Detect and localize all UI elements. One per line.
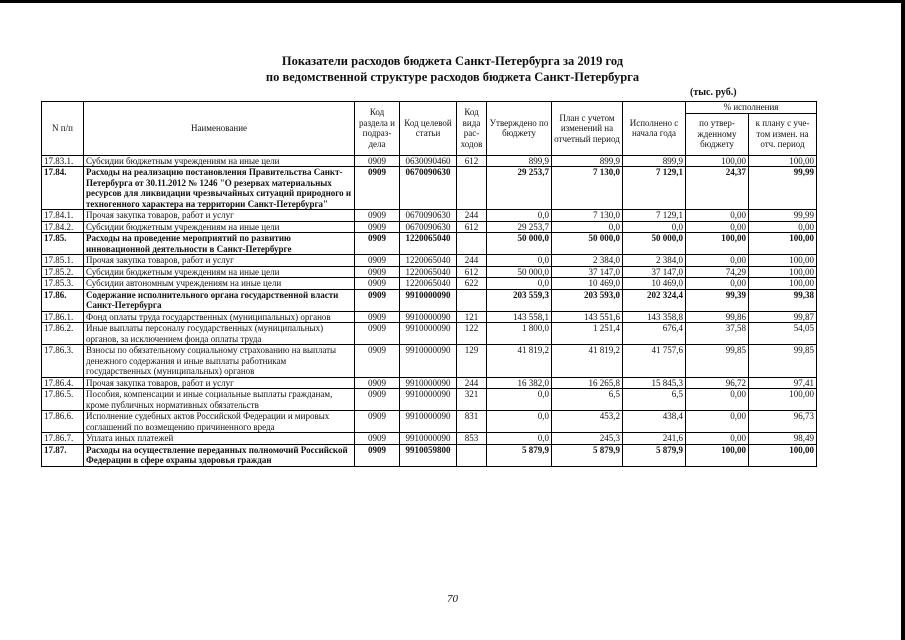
row-name: Расходы на проведение мероприятий по развитию инновационной деятельности в Санкт-Петербурге xyxy=(84,233,355,255)
row-num: 17.86.4. xyxy=(42,377,84,389)
row-pct-utv: 0,00 xyxy=(686,210,749,222)
row-utv: 41 819,2 xyxy=(487,345,552,378)
row-isp: 6,5 xyxy=(623,389,686,411)
row-statya: 0670090630 xyxy=(400,221,457,233)
table-row xyxy=(42,377,817,389)
row-name: Расходы на осуществление переданных полномочий Российской Федерации в сфере охраны здоровья граждан xyxy=(84,444,355,466)
row-utv: 0,0 xyxy=(487,411,552,433)
row-statya: 0630090460 xyxy=(400,155,457,167)
row-pct-plan: 100,00 xyxy=(749,278,817,290)
row-isp: 37 147,0 xyxy=(623,266,686,278)
row-pct-plan: 96,73 xyxy=(749,411,817,433)
row-num: 17.85.1. xyxy=(42,255,84,267)
table-row xyxy=(42,167,817,210)
table-row xyxy=(42,278,817,290)
row-vid: 121 xyxy=(457,311,487,323)
row-vid: 612 xyxy=(457,221,487,233)
row-utv: 143 558,1 xyxy=(487,311,552,323)
row-isp: 0,0 xyxy=(623,221,686,233)
row-plan: 41 819,2 xyxy=(552,345,623,378)
row-razdel: 0909 xyxy=(355,411,400,433)
row-pct-utv: 0,00 xyxy=(686,433,749,445)
document-subtitle: по ведомственной структуре расходов бюджета Санкт-Петербурга xyxy=(265,70,640,84)
row-name: Субсидии бюджетным учреждениям на иные цели xyxy=(84,155,355,167)
row-isp: 50 000,0 xyxy=(623,233,686,255)
row-vid: 853 xyxy=(457,433,487,445)
row-num: 17.87. xyxy=(42,444,84,466)
row-num: 17.86.3. xyxy=(42,345,84,378)
header-plan: План с учетом изменений на отчетный период xyxy=(552,102,623,156)
row-razdel: 0909 xyxy=(355,433,400,445)
row-statya: 0670090630 xyxy=(400,167,457,210)
table-row xyxy=(42,433,817,445)
row-plan: 6,5 xyxy=(552,389,623,411)
row-plan: 0,0 xyxy=(552,221,623,233)
row-razdel: 0909 xyxy=(355,377,400,389)
row-pct-utv: 37,58 xyxy=(686,323,749,345)
right-border xyxy=(901,0,905,640)
row-pct-utv: 24,37 xyxy=(686,167,749,210)
row-plan: 245,3 xyxy=(552,433,623,445)
row-vid xyxy=(457,444,487,466)
row-statya: 9910000090 xyxy=(400,323,457,345)
row-vid: 244 xyxy=(457,210,487,222)
row-vid: 321 xyxy=(457,389,487,411)
table-row xyxy=(42,155,817,167)
row-razdel: 0909 xyxy=(355,210,400,222)
row-name: Исполнение судебных актов Российской Федерации и мировых соглашений по возмещению причиненного вреда xyxy=(84,411,355,433)
row-utv: 5 879,9 xyxy=(487,444,552,466)
row-num: 17.84.2. xyxy=(42,221,84,233)
row-razdel: 0909 xyxy=(355,255,400,267)
row-vid: 612 xyxy=(457,266,487,278)
row-pct-plan: 99,85 xyxy=(749,345,817,378)
row-pct-plan: 97,41 xyxy=(749,377,817,389)
row-pct-utv: 99,86 xyxy=(686,311,749,323)
row-pct-utv: 100,00 xyxy=(686,444,749,466)
row-num: 17.85. xyxy=(42,233,84,255)
table-row xyxy=(42,233,817,255)
row-pct-utv: 96,72 xyxy=(686,377,749,389)
row-utv: 50 000,0 xyxy=(487,233,552,255)
row-utv: 16 382,0 xyxy=(487,377,552,389)
row-plan: 37 147,0 xyxy=(552,266,623,278)
table-row xyxy=(42,221,817,233)
header-isp: Исполнено с начала года xyxy=(623,102,686,156)
row-pct-plan: 99,87 xyxy=(749,311,817,323)
row-utv: 1 800,0 xyxy=(487,323,552,345)
row-plan: 453,2 xyxy=(552,411,623,433)
row-statya: 9910000090 xyxy=(400,377,457,389)
row-vid xyxy=(457,233,487,255)
row-num: 17.86.5. xyxy=(42,389,84,411)
row-utv: 899,9 xyxy=(487,155,552,167)
row-vid: 129 xyxy=(457,345,487,378)
header-pct-plan: к плану с уче-том измен. на отч. период xyxy=(749,113,817,155)
row-plan: 16 265,8 xyxy=(552,377,623,389)
row-vid xyxy=(457,167,487,210)
row-name: Уплата иных платежей xyxy=(84,433,355,445)
row-razdel: 0909 xyxy=(355,233,400,255)
row-pct-plan: 100,00 xyxy=(749,389,817,411)
row-pct-plan: 98,49 xyxy=(749,433,817,445)
row-pct-utv: 0,00 xyxy=(686,255,749,267)
row-razdel: 0909 xyxy=(355,278,400,290)
row-num: 17.86.2. xyxy=(42,323,84,345)
row-razdel: 0909 xyxy=(355,444,400,466)
row-isp: 10 469,0 xyxy=(623,278,686,290)
row-razdel: 0909 xyxy=(355,266,400,278)
row-pct-utv: 0,00 xyxy=(686,389,749,411)
row-utv: 0,0 xyxy=(487,255,552,267)
row-name: Субсидии бюджетным учреждениям на иные цели xyxy=(84,266,355,278)
row-vid: 612 xyxy=(457,155,487,167)
row-pct-plan: 100,00 xyxy=(749,444,817,466)
row-statya: 0670090630 xyxy=(400,210,457,222)
row-vid: 831 xyxy=(457,411,487,433)
row-razdel: 0909 xyxy=(355,323,400,345)
row-vid xyxy=(457,289,487,311)
row-utv: 0,0 xyxy=(487,278,552,290)
row-statya: 9910000090 xyxy=(400,289,457,311)
row-pct-plan: 99,38 xyxy=(749,289,817,311)
row-statya: 1220065040 xyxy=(400,255,457,267)
row-statya: 1220065040 xyxy=(400,233,457,255)
table-row xyxy=(42,289,817,311)
row-plan: 7 130,0 xyxy=(552,167,623,210)
row-name: Взносы по обязательному социальному страхованию на выплаты денежного содержания и иные выплаты работникам государственных (муниципальных) органов xyxy=(84,345,355,378)
row-razdel: 0909 xyxy=(355,167,400,210)
row-pct-utv: 0,00 xyxy=(686,411,749,433)
table-row xyxy=(42,345,817,378)
row-pct-plan: 100,00 xyxy=(749,255,817,267)
row-razdel: 0909 xyxy=(355,345,400,378)
row-pct-plan: 100,00 xyxy=(749,233,817,255)
row-name: Прочая закупка товаров, работ и услуг xyxy=(84,255,355,267)
row-pct-plan: 0,00 xyxy=(749,221,817,233)
row-pct-utv: 74,29 xyxy=(686,266,749,278)
row-isp: 41 757,6 xyxy=(623,345,686,378)
expense-table xyxy=(41,101,817,467)
table-row xyxy=(42,389,817,411)
row-vid: 244 xyxy=(457,377,487,389)
row-isp: 143 358,8 xyxy=(623,311,686,323)
row-pct-plan: 100,00 xyxy=(749,266,817,278)
row-statya: 9910000090 xyxy=(400,433,457,445)
row-utv: 0,0 xyxy=(487,389,552,411)
row-name: Иные выплаты персоналу государственных (муниципальных) органов, за исключением фонда оплаты труда xyxy=(84,323,355,345)
row-num: 17.84.1. xyxy=(42,210,84,222)
row-pct-plan: 54,05 xyxy=(749,323,817,345)
row-pct-utv: 0,00 xyxy=(686,278,749,290)
row-utv: 29 253,7 xyxy=(487,167,552,210)
row-plan: 2 384,0 xyxy=(552,255,623,267)
row-name: Субсидии бюджетным учреждениям на иные цели xyxy=(84,221,355,233)
row-statya: 1220065040 xyxy=(400,266,457,278)
row-statya: 9910059800 xyxy=(400,444,457,466)
row-num: 17.83.1. xyxy=(42,155,84,167)
row-vid: 622 xyxy=(457,278,487,290)
row-name: Прочая закупка товаров, работ и услуг xyxy=(84,377,355,389)
row-num: 17.85.3. xyxy=(42,278,84,290)
row-pct-utv: 99,39 xyxy=(686,289,749,311)
header-num: N п/п xyxy=(42,102,84,156)
row-num: 17.85.2. xyxy=(42,266,84,278)
row-statya: 9910000090 xyxy=(400,411,457,433)
row-pct-plan: 99,99 xyxy=(749,210,817,222)
row-utv: 0,0 xyxy=(487,433,552,445)
row-pct-utv: 100,00 xyxy=(686,233,749,255)
row-razdel: 0909 xyxy=(355,389,400,411)
row-vid: 244 xyxy=(457,255,487,267)
row-pct-utv: 0,00 xyxy=(686,221,749,233)
row-isp: 438,4 xyxy=(623,411,686,433)
row-isp: 241,6 xyxy=(623,433,686,445)
row-plan: 7 130,0 xyxy=(552,210,623,222)
row-razdel: 0909 xyxy=(355,155,400,167)
row-plan: 143 551,6 xyxy=(552,311,623,323)
row-pct-plan: 100,00 xyxy=(749,155,817,167)
row-statya: 1220065040 xyxy=(400,278,457,290)
row-name: Содержание исполнительного органа государственной власти Санкт-Петербурга xyxy=(84,289,355,311)
row-plan: 5 879,9 xyxy=(552,444,623,466)
row-pct-utv: 99,85 xyxy=(686,345,749,378)
header-statya: Код целевой статьи xyxy=(400,102,457,156)
row-num: 17.86.7. xyxy=(42,433,84,445)
row-plan: 899,9 xyxy=(552,155,623,167)
row-razdel: 0909 xyxy=(355,221,400,233)
row-num: 17.84. xyxy=(42,167,84,210)
table-row xyxy=(42,411,817,433)
row-num: 17.86.1. xyxy=(42,311,84,323)
row-statya: 9910000090 xyxy=(400,345,457,378)
row-name: Фонд оплаты труда государственных (муниципальных) органов xyxy=(84,311,355,323)
row-utv: 203 559,3 xyxy=(487,289,552,311)
header-name: Наименование xyxy=(84,102,355,156)
row-vid: 122 xyxy=(457,323,487,345)
table-row xyxy=(42,323,817,345)
table-row xyxy=(42,255,817,267)
row-plan: 1 251,4 xyxy=(552,323,623,345)
top-border xyxy=(0,0,905,3)
row-name: Пособия, компенсации и иные социальные выплаты гражданам, кроме публичных нормативных обязательств xyxy=(84,389,355,411)
header-razdel: Код раздела и подраз-дела xyxy=(355,102,400,156)
header-pct-group: % исполнения xyxy=(686,102,817,114)
row-num: 17.86. xyxy=(42,289,84,311)
table-row xyxy=(42,311,817,323)
row-isp: 15 845,3 xyxy=(623,377,686,389)
row-name: Прочая закупка товаров, работ и услуг xyxy=(84,210,355,222)
row-statya: 9910000090 xyxy=(400,311,457,323)
row-isp: 7 129,1 xyxy=(623,167,686,210)
header-utv: Утверждено по бюджету xyxy=(487,102,552,156)
row-plan: 203 593,0 xyxy=(552,289,623,311)
units-label: (тыс. руб.) xyxy=(690,87,737,98)
header-vid: Код вида рас-ходов xyxy=(457,102,487,156)
row-isp: 676,4 xyxy=(623,323,686,345)
row-isp: 899,9 xyxy=(623,155,686,167)
row-isp: 2 384,0 xyxy=(623,255,686,267)
row-plan: 50 000,0 xyxy=(552,233,623,255)
table-row xyxy=(42,210,817,222)
row-isp: 5 879,9 xyxy=(623,444,686,466)
row-statya: 9910000090 xyxy=(400,389,457,411)
row-razdel: 0909 xyxy=(355,289,400,311)
row-name: Расходы на реализацию постановления Правительства Санкт-Петербурга от 30.11.2012 № 1246 "О резервах материальных ресурсов для ликвидации чрезвычайных ситуаций природного и техногенного характера на территории Санкт-Петербурга" xyxy=(84,167,355,210)
row-isp: 7 129,1 xyxy=(623,210,686,222)
page-number: 70 xyxy=(447,593,458,605)
row-razdel: 0909 xyxy=(355,311,400,323)
row-pct-plan: 99,99 xyxy=(749,167,817,210)
row-plan: 10 469,0 xyxy=(552,278,623,290)
header-pct-utv: по утвер-жденному бюджету xyxy=(686,113,749,155)
row-utv: 0,0 xyxy=(487,210,552,222)
table-row xyxy=(42,266,817,278)
table-row xyxy=(42,444,817,466)
row-utv: 29 253,7 xyxy=(487,221,552,233)
row-name: Субсидии автономным учреждениям на иные цели xyxy=(84,278,355,290)
document-title: Показатели расходов бюджета Санкт-Петербурга за 2019 год xyxy=(281,54,624,68)
row-isp: 202 324,4 xyxy=(623,289,686,311)
row-num: 17.86.6. xyxy=(42,411,84,433)
row-pct-utv: 100,00 xyxy=(686,155,749,167)
row-utv: 50 000,0 xyxy=(487,266,552,278)
